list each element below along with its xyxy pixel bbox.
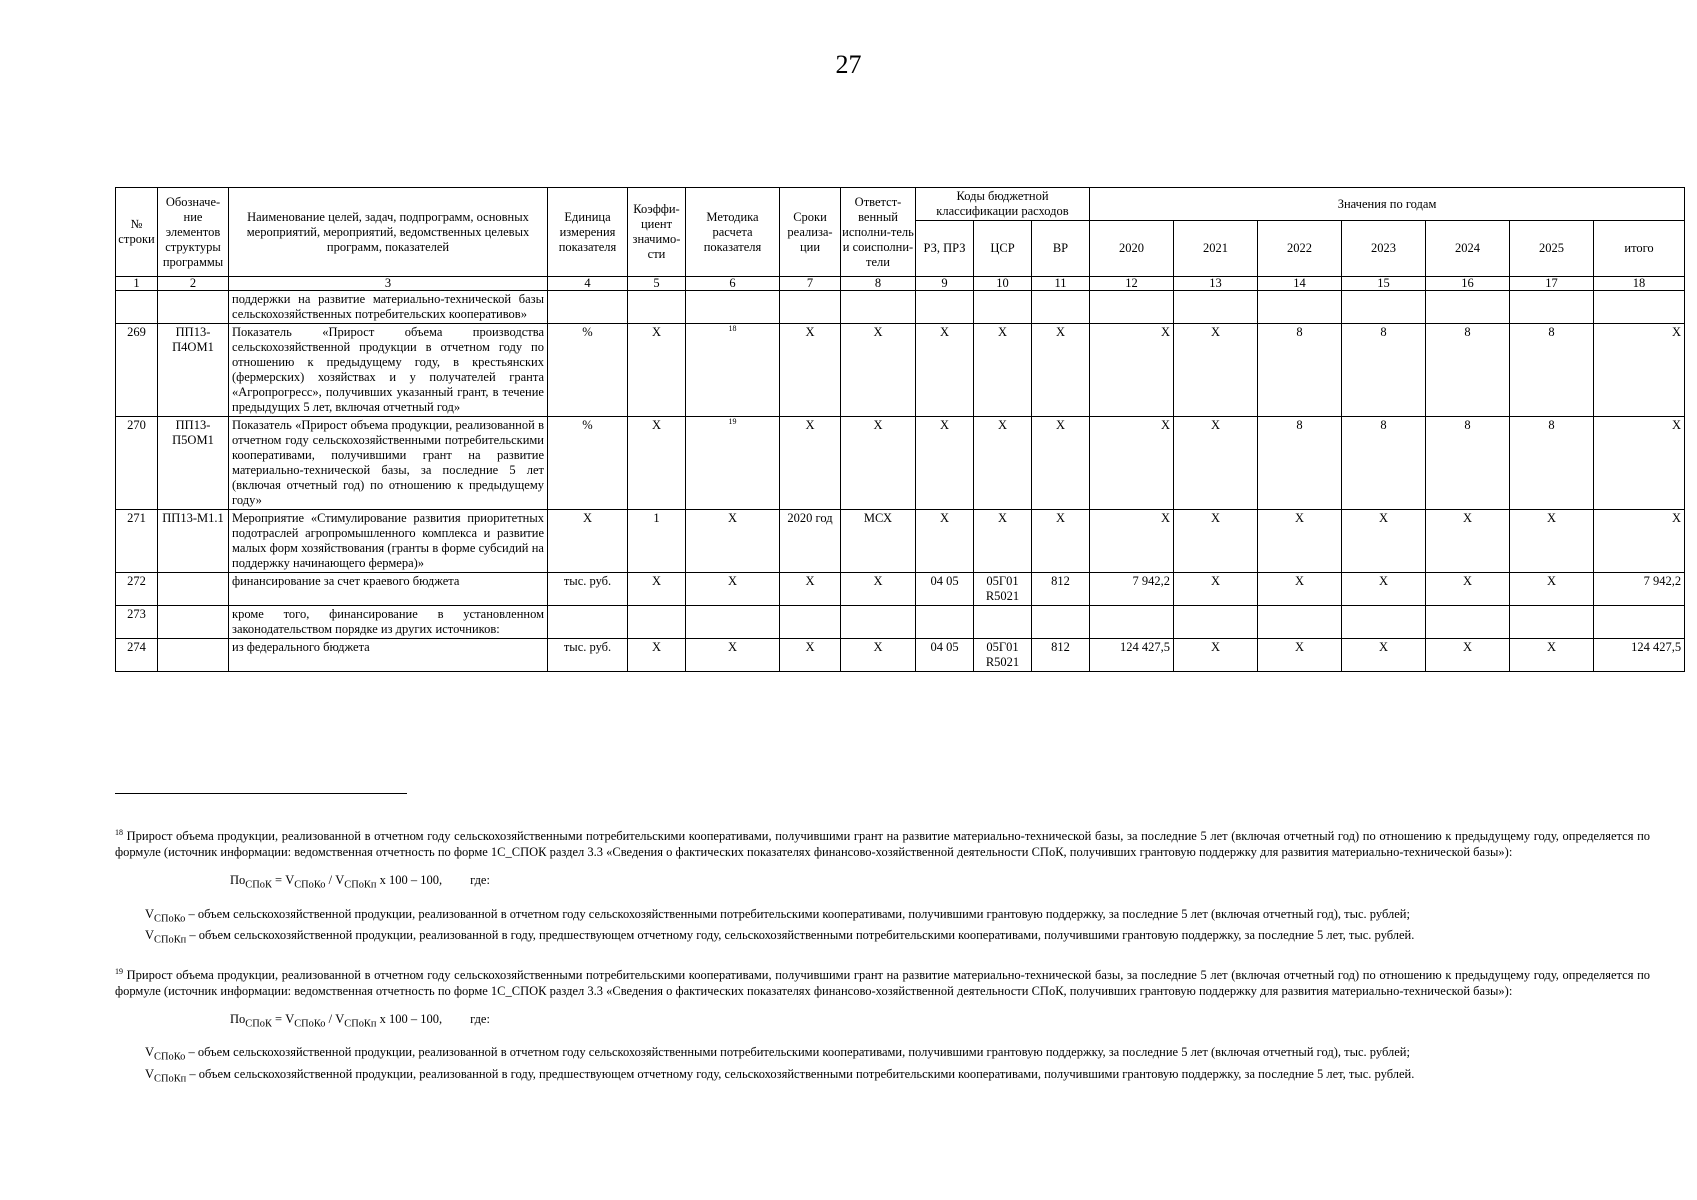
formula-lhs: По (230, 1011, 246, 1026)
column-number: 9 (916, 277, 974, 291)
row-value-2022 (1258, 606, 1342, 639)
footnote-18 (115, 828, 1650, 949)
column-number: 7 (780, 277, 841, 291)
row-number: 273 (116, 606, 158, 639)
row-vr: Х (1032, 324, 1090, 417)
column-number: 1 (116, 277, 158, 291)
row-csr (974, 606, 1032, 639)
row-value-2023: 8 (1342, 324, 1426, 417)
row-value-2022: Х (1258, 639, 1342, 672)
formula (230, 1011, 1650, 1033)
row-method: Х (686, 510, 780, 573)
row-value-2023: Х (1342, 510, 1426, 573)
formula-where: где: (470, 1011, 490, 1026)
row-value-2025: 8 (1510, 417, 1594, 510)
header-year: 2022 (1258, 221, 1342, 277)
row-responsible: Х (841, 573, 916, 606)
column-number: 14 (1258, 277, 1342, 291)
row-responsible: МСХ (841, 510, 916, 573)
row-value-2021: Х (1174, 639, 1258, 672)
row-name: кроме того, финансирование в установленном законодательством порядке из других источников: (229, 606, 548, 639)
column-number: 5 (628, 277, 686, 291)
row-value-2022: 8 (1258, 417, 1342, 510)
row-coef: Х (628, 324, 686, 417)
footnote-text (115, 828, 1650, 860)
row-coef (628, 291, 686, 324)
footnote-separator (115, 793, 407, 794)
row-method: Х (686, 639, 780, 672)
page-number: 27 (835, 50, 862, 79)
row-name: Показатель «Прирост объема продукции, реализованной в отчетном году сельскохозяйственными потребительскими кооперативами, получившими грант на развитие материально-технической базы, за последние 5 лет (включая отчетный год) по отношению к предыдущему году» (229, 417, 548, 510)
row-responsible: Х (841, 324, 916, 417)
header-values-by-years: Значения по годам (1090, 188, 1685, 221)
row-vr: Х (1032, 417, 1090, 510)
row-coef: Х (628, 639, 686, 672)
row-method (686, 324, 780, 417)
row-value-2024 (1426, 606, 1510, 639)
row-name: поддержки на развитие материально-технической базы сельскохозяйственных потребительских кооперативов» (229, 291, 548, 324)
row-name: финансирование за счет краевого бюджета (229, 573, 548, 606)
row-vr: Х (1032, 510, 1090, 573)
footnote-body: Прирост объема продукции, реализованной в отчетном году сельскохозяйственными потребительскими кооперативами, получившими грант на развитие материально-технической базы, за последние 5 лет (включая отчетный год) по отношению к предыдущему году, определяется по формуле (источник информации: ведомственная отчетность по форме 1С_СПОК раздел 3.3 «Сведения о фактических показателях финансово-хозяйственной деятельности СПоК, получивших грантовую поддержку для развития материально-технической базы»): (115, 829, 1651, 859)
row-number: 274 (116, 639, 158, 672)
row-value-2025: Х (1510, 573, 1594, 606)
row-unit: Х (548, 510, 628, 573)
column-number: 16 (1426, 277, 1510, 291)
row-total: Х (1594, 324, 1685, 417)
row-value-2025: 8 (1510, 324, 1594, 417)
row-value-2020: 124 427,5 (1090, 639, 1174, 672)
column-number: 8 (841, 277, 916, 291)
row-value-2024: Х (1426, 573, 1510, 606)
row-code (158, 291, 229, 324)
row-csr: Х (974, 417, 1032, 510)
formula-part: = V (271, 1011, 295, 1026)
row-rz: 04 05 (916, 573, 974, 606)
row-code (158, 573, 229, 606)
table-row (116, 639, 1685, 672)
row-coef (628, 606, 686, 639)
row-responsible: Х (841, 417, 916, 510)
row-value-2025 (1510, 291, 1594, 324)
header-responsible: Ответст-венный исполни-тель и соисполни-тели (841, 188, 916, 277)
column-number: 10 (974, 277, 1032, 291)
formula-sub: СПоКп (344, 1018, 377, 1029)
header-year: 2024 (1426, 221, 1510, 277)
definitions (115, 906, 1650, 949)
definition: $V_{СПоКо}$ – объем сельскохозяйственной продукции, реализованной в отчетном году сельскохозяйственными потребительскими кооперативами, получившими грантовую поддержку, за последние 5 лет (включая отчетный год), тыс. рублей; (145, 1045, 1410, 1063)
row-value-2021: Х (1174, 573, 1258, 606)
column-number: 15 (1342, 277, 1426, 291)
header-terms: Сроки реализа-ции (780, 188, 841, 277)
row-name: из федерального бюджета (229, 639, 548, 672)
header-rz: РЗ, ПРЗ (916, 221, 974, 277)
row-terms: Х (780, 324, 841, 417)
row-method (686, 417, 780, 510)
row-number (116, 291, 158, 324)
formula-part: / V (325, 873, 345, 887)
program-table (115, 187, 1685, 672)
row-value-2021: Х (1174, 324, 1258, 417)
row-unit (548, 606, 628, 639)
row-value-2020: Х (1090, 417, 1174, 510)
row-code: ПП13-П4ОМ1 (158, 324, 229, 417)
row-terms: Х (780, 417, 841, 510)
row-total: 124 427,5 (1594, 639, 1685, 672)
row-value-2025: Х (1510, 510, 1594, 573)
row-value-2025 (1510, 606, 1594, 639)
row-rz: 04 05 (916, 639, 974, 672)
row-terms: 2020 год (780, 510, 841, 573)
column-numbers-row (116, 277, 1685, 291)
row-code: ПП13-П5ОМ1 (158, 417, 229, 510)
row-number: 272 (116, 573, 158, 606)
footnote-mark: 18 (115, 827, 123, 837)
row-total (1594, 291, 1685, 324)
row-rz: Х (916, 417, 974, 510)
row-value-2023 (1342, 291, 1426, 324)
header-unit: Единица измерения показателя (548, 188, 628, 277)
row-terms (780, 606, 841, 639)
formula-sub: СПоКо (294, 1018, 326, 1029)
row-code: ПП13-М1.1 (158, 510, 229, 573)
column-number: 17 (1510, 277, 1594, 291)
column-number: 3 (229, 277, 548, 291)
row-method: Х (686, 573, 780, 606)
formula-where: где: (470, 873, 490, 887)
formula-lhs: По (230, 873, 246, 887)
row-value-2020: Х (1090, 324, 1174, 417)
footnote-ref: 18 (728, 323, 737, 333)
footnote-body: Прирост объема продукции, реализованной в отчетном году сельскохозяйственными потребительскими кооперативами, получившими грант на развитие материально-технической базы, за последние 5 лет (включая отчетный год) по отношению к предыдущему году, определяется по формуле (источник информации: ведомственная отчетность по форме 1С_СПОК раздел 3.3 «Сведения о фактических показателях финансово-хозяйственной деятельности СПоК, получивших грантовую поддержку для развития материально-технической базы»): (115, 967, 1651, 998)
formula-sub: СПоК (245, 1018, 272, 1029)
row-csr: Х (974, 510, 1032, 573)
row-value-2020 (1090, 291, 1174, 324)
row-vr: 812 (1032, 573, 1090, 606)
formula-part: = V (271, 873, 295, 887)
footnote-mark: 19 (115, 966, 123, 976)
formula-part: x 100 – 100, (376, 1011, 443, 1026)
header-budget-codes: Коды бюджетной классификации расходов (916, 188, 1090, 221)
definitions (115, 1044, 1650, 1087)
column-number: 18 (1594, 277, 1685, 291)
header-total: итого (1594, 221, 1685, 277)
row-name: Показатель «Прирост объема производства сельскохозяйственной продукции в отчетном году по отношению к предыдущему году, в крестьянских (фермерских) хозяйствах и у получателей гранта «Агропрогресс», получивших указанный грант, в течение предыдущих 5 лет, включая отчетный год» (229, 324, 548, 417)
header-vr: ВР (1032, 221, 1090, 277)
row-name: Мероприятие «Стимулирование развития приоритетных подотраслей агропромышленного комплекса и развитие малых форм хозяйствования (гранты в форме субсидий на поддержку начинающего фермера)» (229, 510, 548, 573)
definition: $V_{СПоКп}$ – объем сельскохозяйственной продукции, реализованной в году, предшествующем отчетному году, сельскохозяйственными потребительскими кооперативами, получившими грантовую поддержку, за последние 5 лет, тыс. рублей. (145, 1066, 1415, 1084)
row-total: Х (1594, 417, 1685, 510)
row-value-2024: Х (1426, 639, 1510, 672)
row-csr: Х (974, 324, 1032, 417)
row-value-2020: Х (1090, 510, 1174, 573)
row-value-2023: 8 (1342, 417, 1426, 510)
footnote-text (115, 967, 1650, 999)
column-number: 2 (158, 277, 229, 291)
row-value-2024 (1426, 291, 1510, 324)
row-coef: 1 (628, 510, 686, 573)
column-number: 6 (686, 277, 780, 291)
header-method: Методика расчета показателя (686, 188, 780, 277)
row-responsible (841, 291, 916, 324)
formula-sub: СПоК (245, 879, 272, 891)
row-total (1594, 606, 1685, 639)
row-value-2020: 7 942,2 (1090, 573, 1174, 606)
row-coef: Х (628, 573, 686, 606)
definition: $V_{СПоКо}$ – объем сельскохозяйственной продукции, реализованной в отчетном году сельскохозяйственными потребительскими кооперативами, получившими грантовую поддержку, за последние 5 лет (включая отчетный год), тыс. рублей; (145, 906, 1410, 924)
row-value-2022: 8 (1258, 324, 1342, 417)
row-value-2023: Х (1342, 573, 1426, 606)
row-rz: Х (916, 324, 974, 417)
row-csr (974, 291, 1032, 324)
column-number: 11 (1032, 277, 1090, 291)
row-unit: тыс. руб. (548, 573, 628, 606)
table-row (116, 324, 1685, 417)
row-responsible (841, 606, 916, 639)
row-value-2021: Х (1174, 510, 1258, 573)
table-row (116, 606, 1685, 639)
formula-sub: СПоКп (344, 879, 377, 891)
row-responsible: Х (841, 639, 916, 672)
row-value-2023 (1342, 606, 1426, 639)
footnotes (115, 828, 1650, 1105)
row-csr: 05Г01 R5021 (974, 639, 1032, 672)
row-vr (1032, 291, 1090, 324)
column-number: 12 (1090, 277, 1174, 291)
row-value-2022 (1258, 291, 1342, 324)
row-method (686, 291, 780, 324)
row-number: 270 (116, 417, 158, 510)
table-row (116, 573, 1685, 606)
row-unit: % (548, 324, 628, 417)
row-csr: 05Г01 R5021 (974, 573, 1032, 606)
footnote-19 (115, 967, 1650, 1088)
row-value-2020 (1090, 606, 1174, 639)
row-rz: Х (916, 510, 974, 573)
definition: $V_{СПоКп}$ – объем сельскохозяйственной продукции, реализованной в году, предшествующем отчетному году, сельскохозяйственными потребительскими кооперативами, получившими грантовую поддержку, за последние 5 лет, тыс. рублей. (145, 928, 1415, 946)
row-value-2022: Х (1258, 510, 1342, 573)
formula-sub: СПоКо (294, 879, 326, 891)
header-num: № строки (116, 188, 158, 277)
header-name: Наименование целей, задач, подпрограмм, основных мероприятий, мероприятий, ведомственных целевых программ, показателей (229, 188, 548, 277)
row-rz (916, 291, 974, 324)
row-number: 269 (116, 324, 158, 417)
header-coef: Коэффи-циент значимо-сти (628, 188, 686, 277)
row-value-2021 (1174, 291, 1258, 324)
row-terms (780, 291, 841, 324)
column-number: 13 (1174, 277, 1258, 291)
row-value-2021 (1174, 606, 1258, 639)
column-number: 4 (548, 277, 628, 291)
row-vr: 812 (1032, 639, 1090, 672)
header-designation: Обозначе-ние элементов структуры программы (158, 188, 229, 277)
formula-part: x 100 – 100, (376, 873, 443, 887)
row-total: Х (1594, 510, 1685, 573)
row-value-2022: Х (1258, 573, 1342, 606)
row-vr (1032, 606, 1090, 639)
header-year: 2023 (1342, 221, 1426, 277)
row-unit: % (548, 417, 628, 510)
row-rz (916, 606, 974, 639)
header-year: 2025 (1510, 221, 1594, 277)
row-total: 7 942,2 (1594, 573, 1685, 606)
row-unit: тыс. руб. (548, 639, 628, 672)
row-terms: Х (780, 639, 841, 672)
row-method (686, 606, 780, 639)
header-year: 2020 (1090, 221, 1174, 277)
header-csr: ЦСР (974, 221, 1032, 277)
formula (230, 872, 1650, 894)
table-row (116, 510, 1685, 573)
row-value-2025: Х (1510, 639, 1594, 672)
row-terms: Х (780, 573, 841, 606)
row-value-2021: Х (1174, 417, 1258, 510)
table-row (116, 417, 1685, 510)
row-value-2024: 8 (1426, 324, 1510, 417)
row-code (158, 606, 229, 639)
table-row (116, 291, 1685, 324)
row-code (158, 639, 229, 672)
row-value-2023: Х (1342, 639, 1426, 672)
formula-part: / V (325, 1011, 345, 1026)
footnote-ref: 19 (728, 416, 737, 426)
row-number: 271 (116, 510, 158, 573)
row-unit (548, 291, 628, 324)
header-year: 2021 (1174, 221, 1258, 277)
row-value-2024: Х (1426, 510, 1510, 573)
row-value-2024: 8 (1426, 417, 1510, 510)
row-coef: Х (628, 417, 686, 510)
